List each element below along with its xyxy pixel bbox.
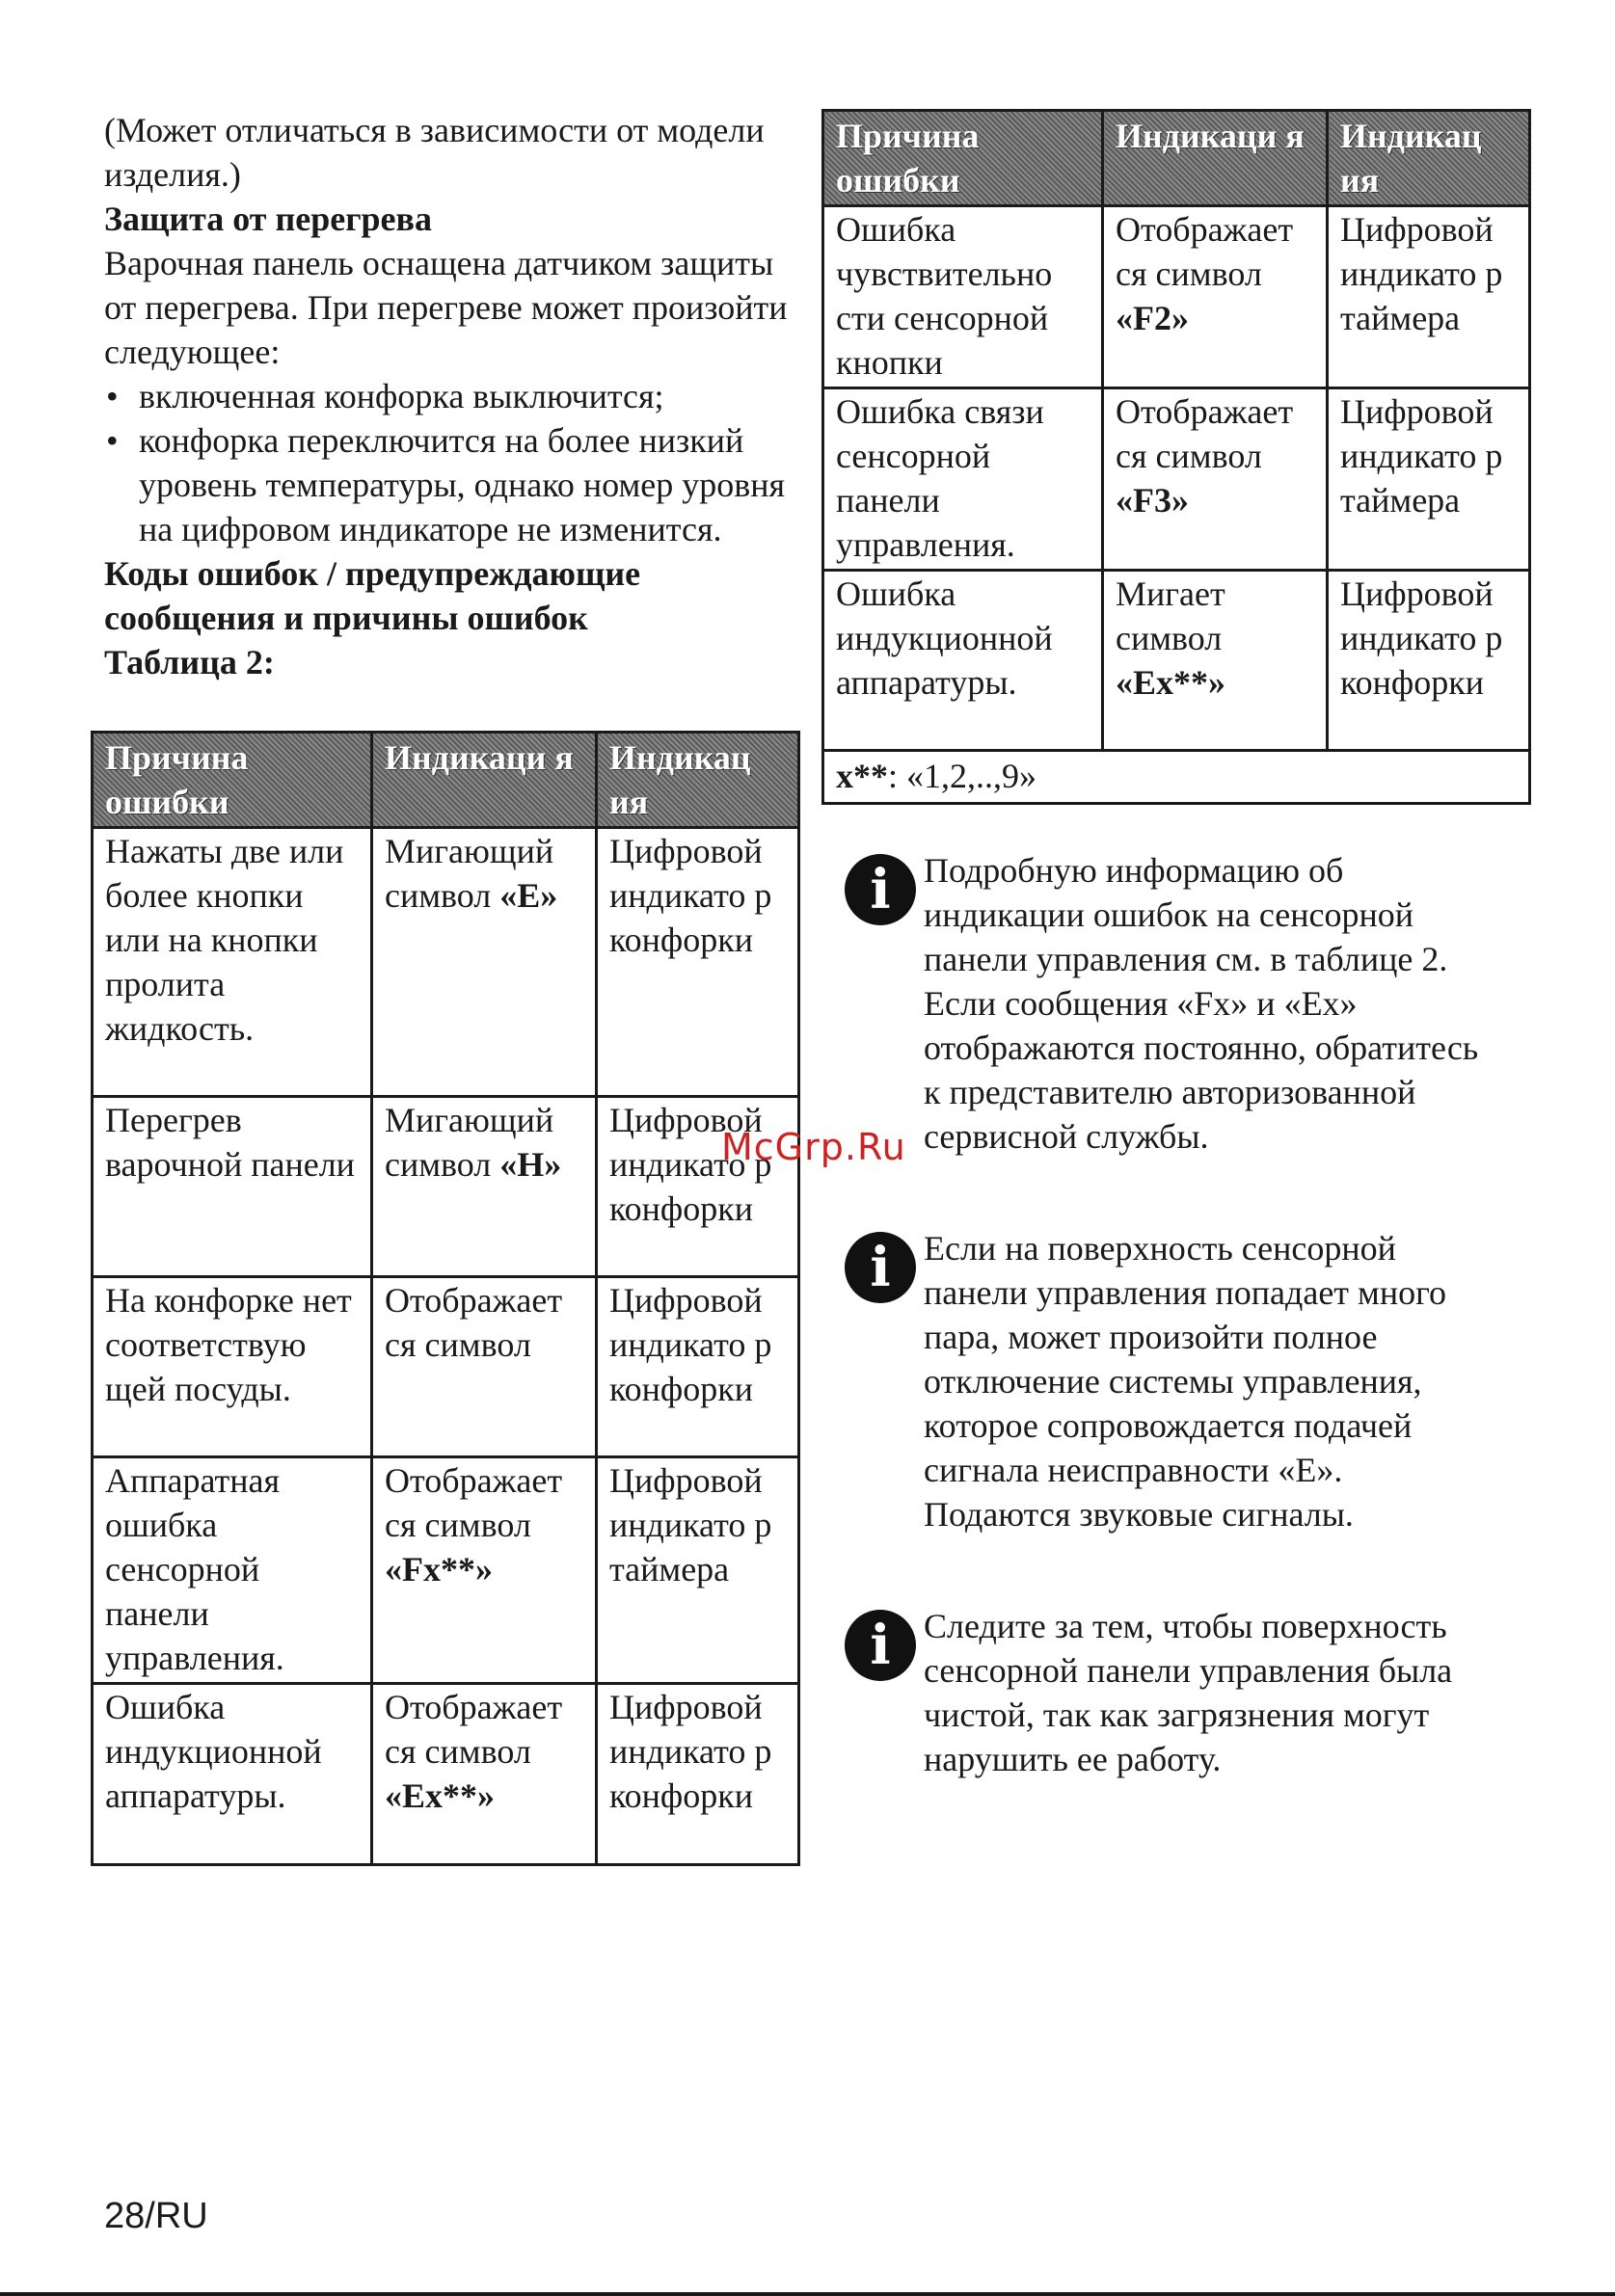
info-icon: i xyxy=(845,1232,916,1303)
indication-cell xyxy=(372,1277,597,1457)
indication-code: «F3» xyxy=(1116,481,1189,520)
info-note-text: Подробную информацию об индикации ошибок на сенсорной панели управления см. в таблице 2. Если сообщения «Fx» и «Ex» отображаются постоянно, обратитесь к представителю авторизованной сервисной службы. xyxy=(924,851,1479,1156)
display-cell: Цифровой индикато р таймера xyxy=(1328,388,1530,571)
error-codes-heading: Коды ошибок / предупреждающие сообщения и причины ошибок xyxy=(104,554,641,637)
table-row xyxy=(823,571,1530,751)
table-row xyxy=(93,1277,799,1457)
bottom-divider xyxy=(0,2292,1615,2296)
header-display: Индикац ия xyxy=(597,733,799,828)
overheat-text: Варочная панель оснащена датчиком защиты от перегрева. При перегреве может произойти следующее: xyxy=(104,244,788,371)
header-display: Индикац ия xyxy=(1328,111,1530,206)
indication-code: «H» xyxy=(499,1145,562,1184)
indication-cell xyxy=(1103,571,1328,751)
table-header-row xyxy=(823,111,1530,206)
indication-code: «Fx**» xyxy=(385,1550,493,1589)
info-note-text: Если на поверхность сенсорной панели управления попадает много пара, может произойти полное отключение системы управления, которое сопровождается подачей сигнала неисправности «E». Подаются звуковые сигналы. xyxy=(924,1229,1446,1534)
table-row xyxy=(823,206,1530,388)
indication-text: Отображает ся символ xyxy=(1116,392,1294,475)
overheat-heading: Защита от перегрева xyxy=(104,200,432,238)
footer-value: : «1,2,..,9» xyxy=(888,757,1037,795)
cause-cell: Нажаты две или более кнопки или на кнопки пролита жидкость. xyxy=(93,828,372,1097)
error-table-right xyxy=(821,109,1531,805)
indication-text: Мигает символ xyxy=(1116,574,1225,657)
table-label: Таблица 2: xyxy=(104,643,275,681)
cause-cell: На конфорке нет соответствую щей посуды. xyxy=(93,1277,372,1457)
cause-cell: Ошибка связи сенсорной панели управления. xyxy=(823,388,1103,571)
cause-cell: Ошибка индукционной аппаратуры. xyxy=(823,571,1103,751)
indication-cell xyxy=(1103,388,1328,571)
indication-text: Отображает ся символ xyxy=(385,1281,563,1364)
display-cell: Цифровой индикато р конфорки xyxy=(597,1097,799,1277)
footer-key: x** xyxy=(836,757,888,795)
footer-cell xyxy=(823,751,1530,804)
display-cell: Цифровой индикато р конфорки xyxy=(597,1684,799,1865)
table-row xyxy=(823,388,1530,571)
indication-code: «F2» xyxy=(1116,299,1189,337)
indication-text: Отображает ся символ xyxy=(385,1461,563,1544)
left-column xyxy=(104,108,798,684)
info-icon: i xyxy=(845,854,916,925)
indication-cell xyxy=(372,1097,597,1277)
indication-code: «Ex**» xyxy=(385,1776,496,1815)
header-cause: Причина ошибки xyxy=(823,111,1103,206)
indication-text: Отображает ся символ xyxy=(385,1688,563,1771)
header-indication: Индикаци я xyxy=(1103,111,1328,206)
info-note xyxy=(845,1226,1481,1536)
overheat-bullet-list xyxy=(104,374,798,551)
header-cause: Причина ошибки xyxy=(93,733,372,828)
indication-code: «E» xyxy=(499,876,558,915)
cause-cell: Ошибка индукционной аппаратуры. xyxy=(93,1684,372,1865)
info-note xyxy=(845,1604,1481,1781)
indication-cell xyxy=(372,828,597,1097)
table-footer-row xyxy=(823,751,1530,804)
display-cell: Цифровой индикато р таймера xyxy=(597,1457,799,1684)
indication-text: Мигающий символ xyxy=(385,1101,554,1184)
table-row xyxy=(93,828,799,1097)
indication-cell xyxy=(1103,206,1328,388)
display-cell: Цифровой индикато р конфорки xyxy=(597,1277,799,1457)
error-table-left xyxy=(91,731,800,1866)
cause-cell: Перегрев варочной панели xyxy=(93,1097,372,1277)
list-item: • включенная конфорка выключится; xyxy=(104,374,798,418)
display-cell: Цифровой индикато р конфорки xyxy=(597,828,799,1097)
page-number: 28/RU xyxy=(104,2196,208,2236)
header-indication: Индикаци я xyxy=(372,733,597,828)
watermark: McGrp.Ru xyxy=(721,1126,906,1168)
info-note xyxy=(845,848,1481,1159)
indication-text: Отображает ся символ xyxy=(1116,210,1294,293)
table-row xyxy=(93,1097,799,1277)
model-note: (Может отличаться в зависимости от модели изделия.) xyxy=(104,111,765,194)
cause-cell: Ошибка чувствительно сти сенсорной кнопки xyxy=(823,206,1103,388)
info-note-text: Следите за тем, чтобы поверхность сенсорной панели управления была чистой, так как загрязнения могут нарушить ее работу. xyxy=(924,1607,1453,1778)
display-cell: Цифровой индикато р таймера xyxy=(1328,206,1530,388)
table-row xyxy=(93,1684,799,1865)
info-icon: i xyxy=(845,1610,916,1681)
cause-cell: Аппаратная ошибка сенсорной панели управления. xyxy=(93,1457,372,1684)
display-cell: Цифровой индикато р конфорки xyxy=(1328,571,1530,751)
indication-cell xyxy=(372,1457,597,1684)
table-header-row xyxy=(93,733,799,828)
table-row xyxy=(93,1457,799,1684)
indication-code: «Ex**» xyxy=(1116,663,1226,702)
indication-text: Мигающий символ xyxy=(385,832,554,915)
indication-cell xyxy=(372,1684,597,1865)
list-item: • конфорка переключится на более низкий уровень температуры, однако номер уровня на цифровом индикаторе не изменится. xyxy=(104,418,798,551)
